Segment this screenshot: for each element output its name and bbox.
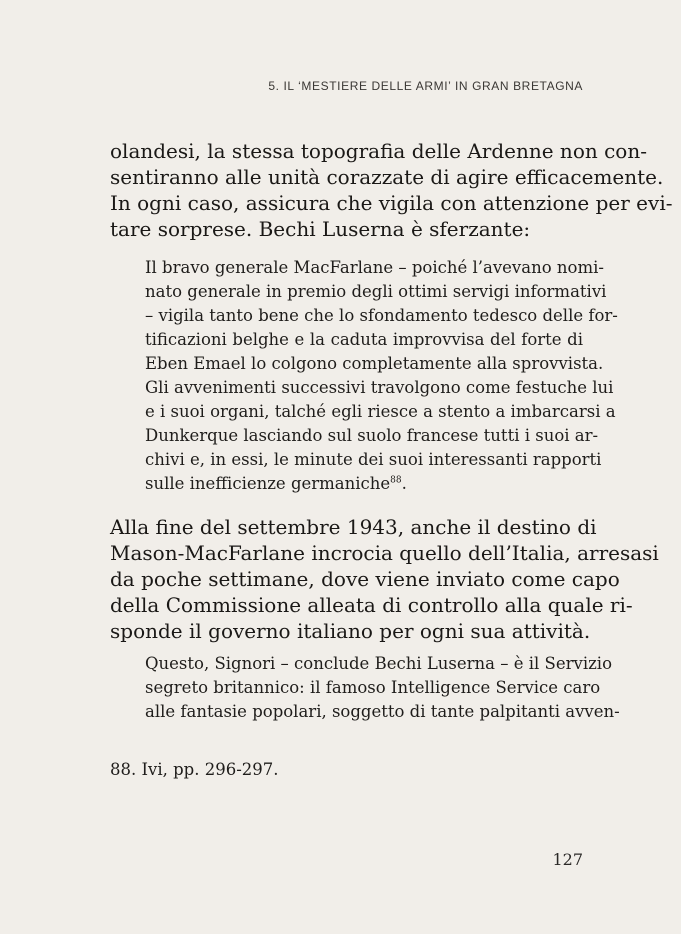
paragraph-2 [110, 514, 659, 644]
quote-line: segreto britannico: il famoso Intelligence Service caro [145, 678, 601, 697]
paragraph-line: olandesi, la stessa topografia delle Ardenne non con- [110, 139, 647, 163]
block-quote-1 [145, 256, 618, 496]
block-quote-2 [145, 652, 620, 724]
paragraph-1 [110, 138, 673, 242]
quote-line: Dunkerque lasciando sul suolo francese tutti i suoi ar- [145, 426, 599, 445]
quote-line: nato generale in premio degli ottimi servigi informativi [145, 282, 607, 301]
quote-line-text: sulle inefficienze germaniche [145, 474, 391, 493]
quote-last-line [145, 472, 583, 496]
paragraph-line: Mason-MacFarlane incrocia quello dell’Italia, arresasi [110, 541, 659, 565]
paragraph-line: della Commissione alleata di controllo alla quale ri- [110, 593, 633, 617]
quote-line: tificazioni belghe e la caduta improvvisa del forte di [145, 330, 583, 349]
paragraph-line: da poche settimane, dove viene inviato come capo [110, 567, 620, 591]
quote-line: Gli avvenimenti successivi travolgono come festuche lui [145, 378, 614, 397]
quote-line: – vigila tanto bene che lo sfondamento tedesco delle for- [145, 306, 618, 325]
quote-end-punctuation: . [401, 474, 407, 493]
running-head: 5. IL ‘MESTIERE DELLE ARMI’ IN GRAN BRETAGNA [268, 79, 583, 93]
quote-line: alle fantasie popolari, soggetto di tante palpitanti avven- [145, 702, 620, 721]
footnote: 88. Ivi, pp. 296-297. [110, 760, 279, 779]
paragraph-line: sentiranno alle unità corazzate di agire efficacemente. [110, 165, 664, 189]
paragraph-line: sponde il governo italiano per ogni sua attività. [110, 619, 591, 643]
quote-line: Questo, Signori – conclude Bechi Luserna – è il Servizio [145, 654, 613, 673]
paragraph-line: tare sorprese. Bechi Luserna è sferzante: [110, 217, 531, 241]
paragraph-line: Alla fine del settembre 1943, anche il destino di [110, 515, 597, 539]
page-number: 127 [552, 850, 583, 869]
paragraph-line: In ogni caso, assicura che vigila con attenzione per evi- [110, 191, 673, 215]
footnote-reference[interactable]: 88 [390, 475, 402, 486]
quote-line: Eben Emael lo colgono completamente alla sprovvista. [145, 354, 604, 373]
quote-line: chivi e, in essi, le minute dei suoi interessanti rapporti [145, 450, 602, 469]
quote-line: e i suoi organi, talché egli riesce a stento a imbarcarsi a [145, 402, 616, 421]
quote-line: Il bravo generale MacFarlane – poiché l’avevano nomi- [145, 258, 604, 277]
